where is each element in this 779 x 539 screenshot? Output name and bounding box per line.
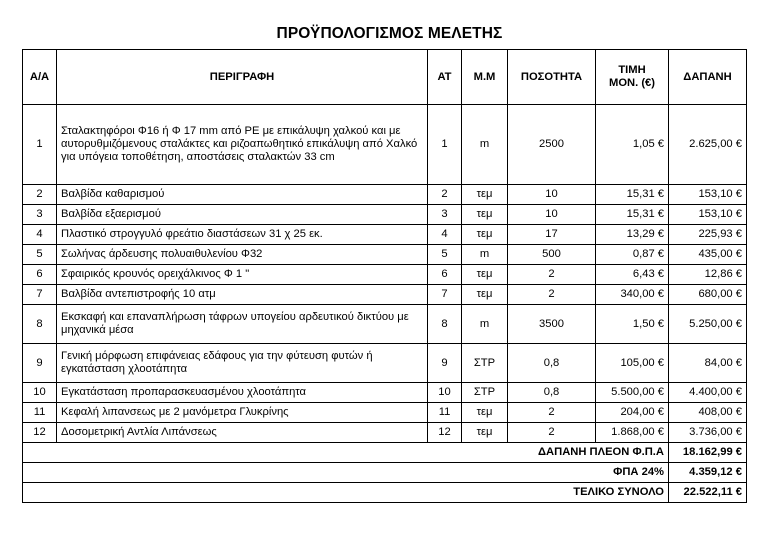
row-unit-price: 6,43 € [596, 265, 669, 285]
row-cost: 3.736,00 € [669, 423, 747, 443]
budget-table [22, 49, 747, 503]
row-number: 8 [23, 305, 57, 344]
row-unit-price: 105,00 € [596, 344, 669, 383]
table-row [23, 185, 747, 205]
row-description: Κεφαλή λιπανσεως με 2 μανόμετρα Γλυκρίνης [57, 403, 428, 423]
row-description: Πλαστικό στρογγυλό φρεάτιο διαστάσεων 31 χ 25 εκ. [57, 225, 428, 245]
row-number: 10 [23, 383, 57, 403]
table-row [23, 403, 747, 423]
subtotal-label: ΔΑΠΑΝΗ ΠΛΕΟΝ Φ.Π.Α [23, 443, 669, 463]
row-quantity: 2 [508, 265, 596, 285]
row-description: Εκσκαφή και επαναπλήρωση τάφρων υπογείου αρδευτικού δικτύου με μηχανικά μέσα [57, 305, 428, 344]
row-unit-price: 340,00 € [596, 285, 669, 305]
row-number: 6 [23, 265, 57, 285]
table-row [23, 285, 747, 305]
row-cost: 12,86 € [669, 265, 747, 285]
row-description: Σταλακτηφόροι Φ16 ή Φ 17 mm από PE με επικάλυψη χαλκού και με αυτορυθμιζόμενους σταλάκτες και ριζοαπωθητικό επικάλυψη από Χαλκό για υπόγεια τοποθέτηση, αποστάσεις σταλακτών 33 cm [57, 105, 428, 185]
row-number: 2 [23, 185, 57, 205]
row-unit-price: 5.500,00 € [596, 383, 669, 403]
row-unit: ΣΤΡ [462, 344, 508, 383]
row-unit: τεμ [462, 185, 508, 205]
vat-row [23, 463, 747, 483]
row-number: 1 [23, 105, 57, 185]
table-row [23, 105, 747, 185]
header-unit: Μ.Μ [462, 50, 508, 105]
subtotal-row [23, 443, 747, 463]
row-unit: τεμ [462, 265, 508, 285]
row-unit-price: 0,87 € [596, 245, 669, 265]
row-quantity: 10 [508, 185, 596, 205]
row-cost: 84,00 € [669, 344, 747, 383]
row-quantity: 2500 [508, 105, 596, 185]
row-quantity: 0,8 [508, 383, 596, 403]
row-at: 4 [428, 225, 462, 245]
row-quantity: 17 [508, 225, 596, 245]
table-row [23, 344, 747, 383]
row-quantity: 0,8 [508, 344, 596, 383]
row-unit: m [462, 305, 508, 344]
row-number: 12 [23, 423, 57, 443]
row-unit: τεμ [462, 225, 508, 245]
row-unit: τεμ [462, 403, 508, 423]
row-cost: 4.400,00 € [669, 383, 747, 403]
table-row [23, 383, 747, 403]
table-row [23, 245, 747, 265]
row-unit: τεμ [462, 423, 508, 443]
row-description: Γενική μόρφωση επιφάνειας εδάφους για την φύτευση φυτών ή εγκατάσταση χλοοτάπητα [57, 344, 428, 383]
row-quantity: 2 [508, 285, 596, 305]
row-at: 6 [428, 265, 462, 285]
vat-value: 4.359,12 € [669, 463, 747, 483]
total-value: 22.522,11 € [669, 483, 747, 503]
row-number: 7 [23, 285, 57, 305]
row-at: 1 [428, 105, 462, 185]
row-at: 10 [428, 383, 462, 403]
row-description: Δοσομετρική Αντλία Λιπάνσεως [57, 423, 428, 443]
row-quantity: 500 [508, 245, 596, 265]
row-at: 12 [428, 423, 462, 443]
row-at: 3 [428, 205, 462, 225]
total-label: ΤΕΛΙΚΟ ΣΥΝΟΛΟ [23, 483, 669, 503]
header-quantity: ΠΟΣΟΤΗΤΑ [508, 50, 596, 105]
table-row [23, 205, 747, 225]
row-cost: 153,10 € [669, 185, 747, 205]
row-number: 3 [23, 205, 57, 225]
row-unit-price: 1,50 € [596, 305, 669, 344]
header-unit-price [596, 50, 669, 105]
row-quantity: 10 [508, 205, 596, 225]
table-row [23, 225, 747, 245]
table-row [23, 305, 747, 344]
header-unit-price-line2: ΜΟΝ. (€) [609, 77, 655, 89]
row-unit-price: 1,05 € [596, 105, 669, 185]
subtotal-value: 18.162,99 € [669, 443, 747, 463]
row-at: 5 [428, 245, 462, 265]
row-description: Βαλβίδα εξαερισμού [57, 205, 428, 225]
row-number: 5 [23, 245, 57, 265]
row-cost: 5.250,00 € [669, 305, 747, 344]
row-unit: m [462, 105, 508, 185]
row-number: 11 [23, 403, 57, 423]
row-unit-price: 1.868,00 € [596, 423, 669, 443]
header-unit-price-line1: ΤΙΜΗ [618, 64, 646, 76]
row-cost: 408,00 € [669, 403, 747, 423]
row-description: Σωλήνας άρδευσης πολυαιθυλενίου Φ32 [57, 245, 428, 265]
vat-label: ΦΠΑ 24% [23, 463, 669, 483]
row-number: 9 [23, 344, 57, 383]
header-aa: Α/Α [23, 50, 57, 105]
table-row [23, 265, 747, 285]
row-quantity: 2 [508, 423, 596, 443]
row-unit: τεμ [462, 285, 508, 305]
row-number: 4 [23, 225, 57, 245]
header-cost: ΔΑΠΑΝΗ [669, 50, 747, 105]
row-description: Βαλβίδα καθαρισμού [57, 185, 428, 205]
row-at: 7 [428, 285, 462, 305]
row-quantity: 2 [508, 403, 596, 423]
row-unit-price: 15,31 € [596, 185, 669, 205]
row-at: 9 [428, 344, 462, 383]
row-unit: ΣΤΡ [462, 383, 508, 403]
row-unit: τεμ [462, 205, 508, 225]
row-cost: 680,00 € [669, 285, 747, 305]
row-quantity: 3500 [508, 305, 596, 344]
row-description: Σφαιρικός κρουνός ορειχάλκινος Φ 1 " [57, 265, 428, 285]
row-cost: 153,10 € [669, 205, 747, 225]
row-at: 8 [428, 305, 462, 344]
row-unit: m [462, 245, 508, 265]
row-unit-price: 15,31 € [596, 205, 669, 225]
total-row [23, 483, 747, 503]
row-description: Εγκατάσταση προπαρασκευασμένου χλοοτάπητα [57, 383, 428, 403]
header-at: ΑΤ [428, 50, 462, 105]
row-at: 11 [428, 403, 462, 423]
header-description: ΠΕΡΙΓΡΑΦΗ [57, 50, 428, 105]
row-unit-price: 204,00 € [596, 403, 669, 423]
row-at: 2 [428, 185, 462, 205]
table-header-row [23, 50, 747, 105]
row-cost: 2.625,00 € [669, 105, 747, 185]
row-cost: 435,00 € [669, 245, 747, 265]
table-row [23, 423, 747, 443]
row-unit-price: 13,29 € [596, 225, 669, 245]
row-description: Βαλβίδα αντεπιστροφής 10 ατμ [57, 285, 428, 305]
row-cost: 225,93 € [669, 225, 747, 245]
page-title: ΠΡΟΫΠΟΛΟΓΙΣΜΟΣ ΜΕΛΕΤΗΣ [276, 25, 503, 42]
